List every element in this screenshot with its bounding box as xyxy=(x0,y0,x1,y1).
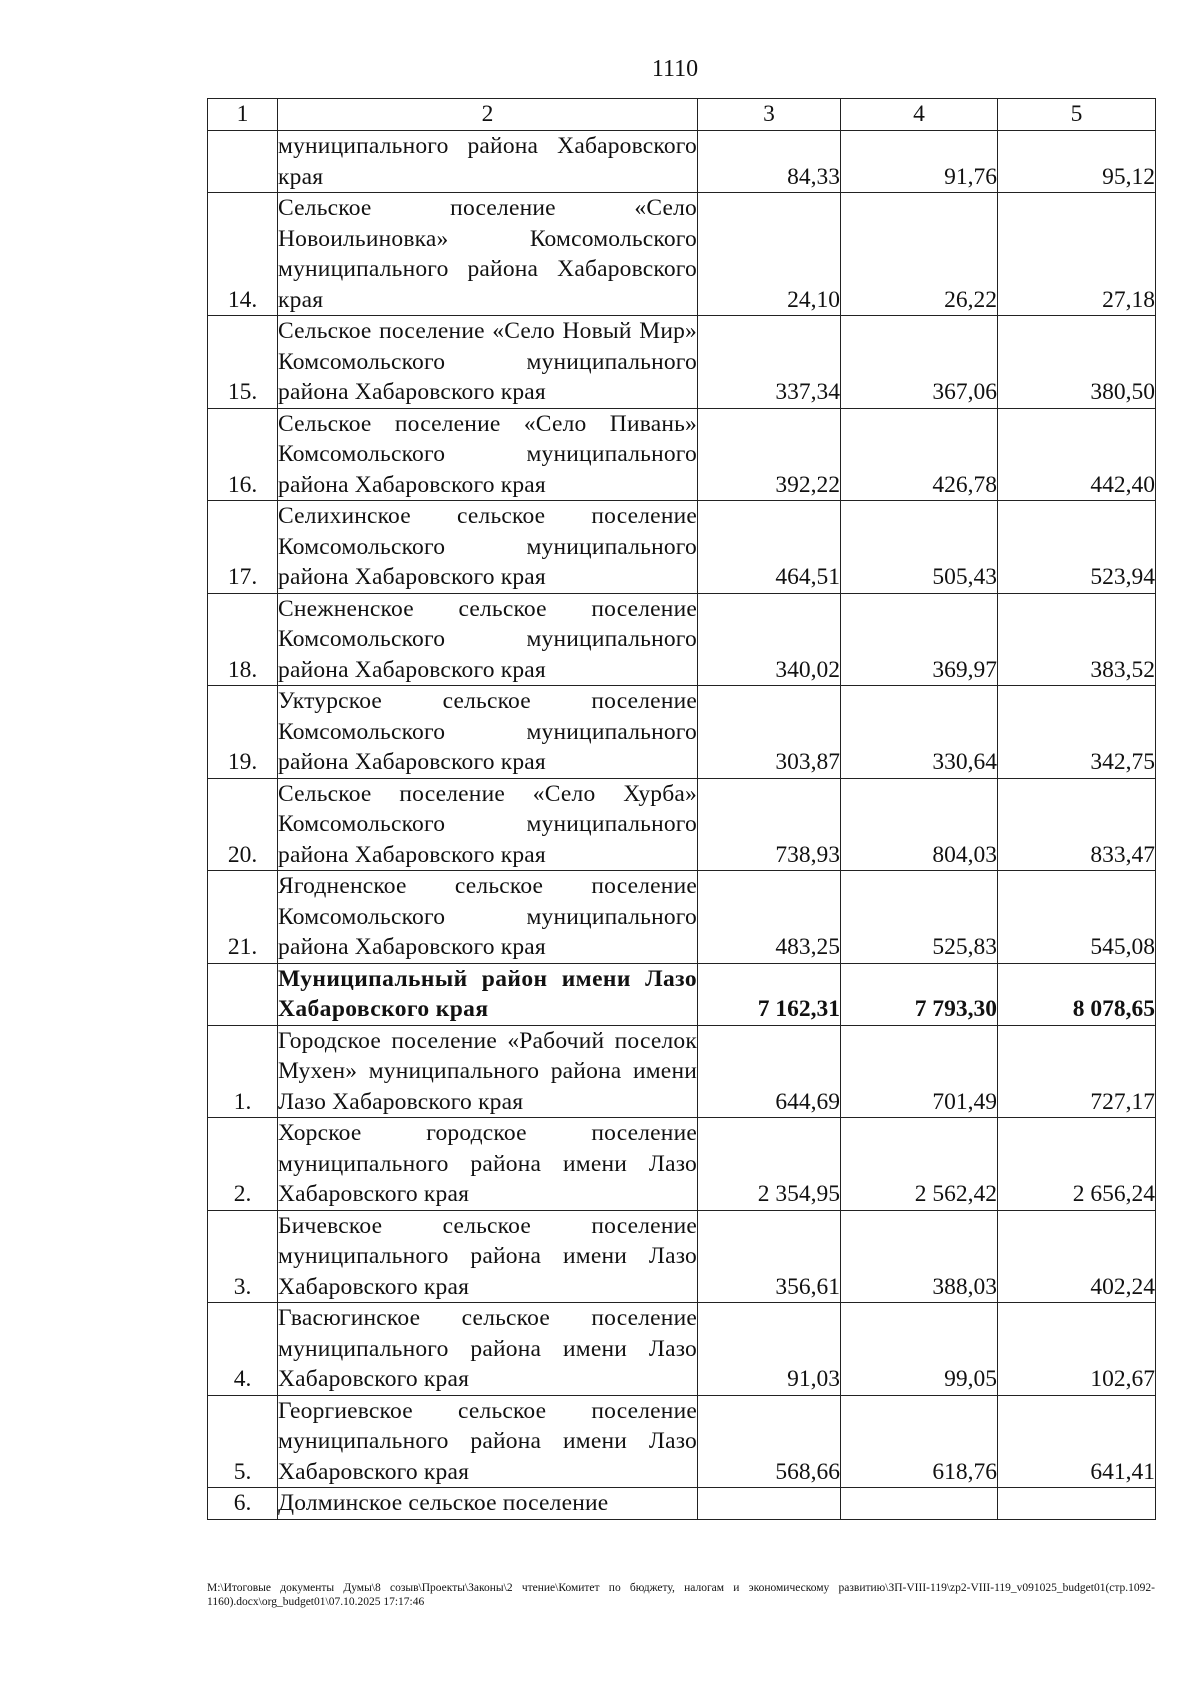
table-row xyxy=(208,501,1156,594)
value-col5: 95,12 xyxy=(998,131,1156,193)
table-row xyxy=(208,193,1156,316)
value-col3: 568,66 xyxy=(698,1395,841,1488)
table-row xyxy=(208,1395,1156,1488)
column-header: 5 xyxy=(998,99,1156,131)
value-col3: 340,02 xyxy=(698,593,841,686)
row-name: Ягодненское сельское поселение Комсомольского муниципального района Хабаровского края xyxy=(278,871,698,964)
value-col5: 727,17 xyxy=(998,1025,1156,1118)
row-number: 17. xyxy=(208,501,278,594)
value-col5: 342,75 xyxy=(998,686,1156,779)
page-number: 1110 xyxy=(651,56,699,82)
row-number: 5. xyxy=(208,1395,278,1488)
row-name: муниципального района Хабаровского края xyxy=(278,131,698,193)
value-col4 xyxy=(841,1488,998,1520)
value-col5: 442,40 xyxy=(998,408,1156,501)
table-row xyxy=(208,1303,1156,1396)
value-col4: 99,05 xyxy=(841,1303,998,1396)
value-col5: 545,08 xyxy=(998,871,1156,964)
budget-table xyxy=(207,98,1156,1520)
row-name: Хорское городское поселение муниципального района имени Лазо Хабаровского края xyxy=(278,1118,698,1211)
value-col4: 525,83 xyxy=(841,871,998,964)
row-name: Селихинское сельское поселение Комсомольского муниципального района Хабаровского края xyxy=(278,501,698,594)
row-name: Сельское поселение «Село Новый Мир» Комсомольского муниципального района Хабаровского края xyxy=(278,316,698,409)
row-name: Снежненское сельское поселение Комсомольского муниципального района Хабаровского края xyxy=(278,593,698,686)
value-col5: 102,67 xyxy=(998,1303,1156,1396)
row-number: 18. xyxy=(208,593,278,686)
table-header-row xyxy=(208,99,1156,131)
table-row xyxy=(208,1025,1156,1118)
value-col3: 337,34 xyxy=(698,316,841,409)
value-col4: 618,76 xyxy=(841,1395,998,1488)
value-col3: 7 162,31 xyxy=(698,963,841,1025)
value-col5: 380,50 xyxy=(998,316,1156,409)
row-name: Сельское поселение «Село Пивань» Комсомольского муниципального района Хабаровского края xyxy=(278,408,698,501)
column-header: 3 xyxy=(698,99,841,131)
row-name: Долминское сельское поселение xyxy=(278,1488,698,1520)
row-number xyxy=(208,131,278,193)
value-col3: 738,93 xyxy=(698,778,841,871)
row-name: Гвасюгинское сельское поселение муниципального района имени Лазо Хабаровского края xyxy=(278,1303,698,1396)
value-col5: 402,24 xyxy=(998,1210,1156,1303)
row-name: Георгиевское сельское поселение муниципального района имени Лазо Хабаровского края xyxy=(278,1395,698,1488)
value-col5: 2 656,24 xyxy=(998,1118,1156,1211)
value-col3: 91,03 xyxy=(698,1303,841,1396)
row-name: Бичевское сельское поселение муниципального района имени Лазо Хабаровского края xyxy=(278,1210,698,1303)
table-row xyxy=(208,1210,1156,1303)
table-row xyxy=(208,593,1156,686)
value-col3: 303,87 xyxy=(698,686,841,779)
row-number: 19. xyxy=(208,686,278,779)
row-number: 1. xyxy=(208,1025,278,1118)
table-row xyxy=(208,1118,1156,1211)
row-number xyxy=(208,963,278,1025)
table-row xyxy=(208,1488,1156,1520)
value-col4: 367,06 xyxy=(841,316,998,409)
value-col5 xyxy=(998,1488,1156,1520)
row-name: Муниципальный район имени Лазо Хабаровского края xyxy=(278,963,698,1025)
value-col3: 356,61 xyxy=(698,1210,841,1303)
value-col4: 7 793,30 xyxy=(841,963,998,1025)
row-name: Городское поселение «Рабочий поселок Мухен» муниципального района имени Лазо Хабаровского края xyxy=(278,1025,698,1118)
row-number: 2. xyxy=(208,1118,278,1211)
value-col3: 644,69 xyxy=(698,1025,841,1118)
row-number: 6. xyxy=(208,1488,278,1520)
row-number: 21. xyxy=(208,871,278,964)
value-col5: 641,41 xyxy=(998,1395,1156,1488)
value-col4: 369,97 xyxy=(841,593,998,686)
value-col3: 24,10 xyxy=(698,193,841,316)
value-col4: 804,03 xyxy=(841,778,998,871)
row-number: 14. xyxy=(208,193,278,316)
row-number: 20. xyxy=(208,778,278,871)
column-header: 4 xyxy=(841,99,998,131)
table-row xyxy=(208,871,1156,964)
column-header: 2 xyxy=(278,99,698,131)
row-number: 16. xyxy=(208,408,278,501)
value-col3: 2 354,95 xyxy=(698,1118,841,1211)
row-name: Сельское поселение «Село Хурба» Комсомольского муниципального района Хабаровского края xyxy=(278,778,698,871)
table-row xyxy=(208,131,1156,193)
value-col4: 701,49 xyxy=(841,1025,998,1118)
value-col5: 8 078,65 xyxy=(998,963,1156,1025)
value-col5: 383,52 xyxy=(998,593,1156,686)
table-row xyxy=(208,316,1156,409)
value-col4: 505,43 xyxy=(841,501,998,594)
value-col3: 483,25 xyxy=(698,871,841,964)
value-col5: 27,18 xyxy=(998,193,1156,316)
table-row xyxy=(208,686,1156,779)
value-col3: 84,33 xyxy=(698,131,841,193)
value-col4: 330,64 xyxy=(841,686,998,779)
value-col3 xyxy=(698,1488,841,1520)
value-col4: 388,03 xyxy=(841,1210,998,1303)
value-col4: 2 562,42 xyxy=(841,1118,998,1211)
row-name: Сельское поселение «Село Новоильиновка» Комсомольского муниципального района Хабаровского края xyxy=(278,193,698,316)
value-col5: 523,94 xyxy=(998,501,1156,594)
value-col5: 833,47 xyxy=(998,778,1156,871)
row-number: 15. xyxy=(208,316,278,409)
row-number: 4. xyxy=(208,1303,278,1396)
table-row xyxy=(208,963,1156,1025)
row-number: 3. xyxy=(208,1210,278,1303)
value-col4: 426,78 xyxy=(841,408,998,501)
table-row xyxy=(208,778,1156,871)
value-col4: 91,76 xyxy=(841,131,998,193)
column-header: 1 xyxy=(208,99,278,131)
file-path-footer: M:\Итоговые документы Думы\8 созыв\Проекты\Законы\2 чтение\Комитет по бюджету, налогам и экономическому развитию\ЗП-VIII-119\zp2-VIII-119_v091025_budget01(стр.1092-1160).docx\org_budget01\07.10.2025 17:17:46 xyxy=(207,1582,1155,1608)
table-body xyxy=(208,131,1156,1520)
value-col4: 26,22 xyxy=(841,193,998,316)
value-col3: 392,22 xyxy=(698,408,841,501)
table-row xyxy=(208,408,1156,501)
row-name: Уктурское сельское поселение Комсомольского муниципального района Хабаровского края xyxy=(278,686,698,779)
value-col3: 464,51 xyxy=(698,501,841,594)
